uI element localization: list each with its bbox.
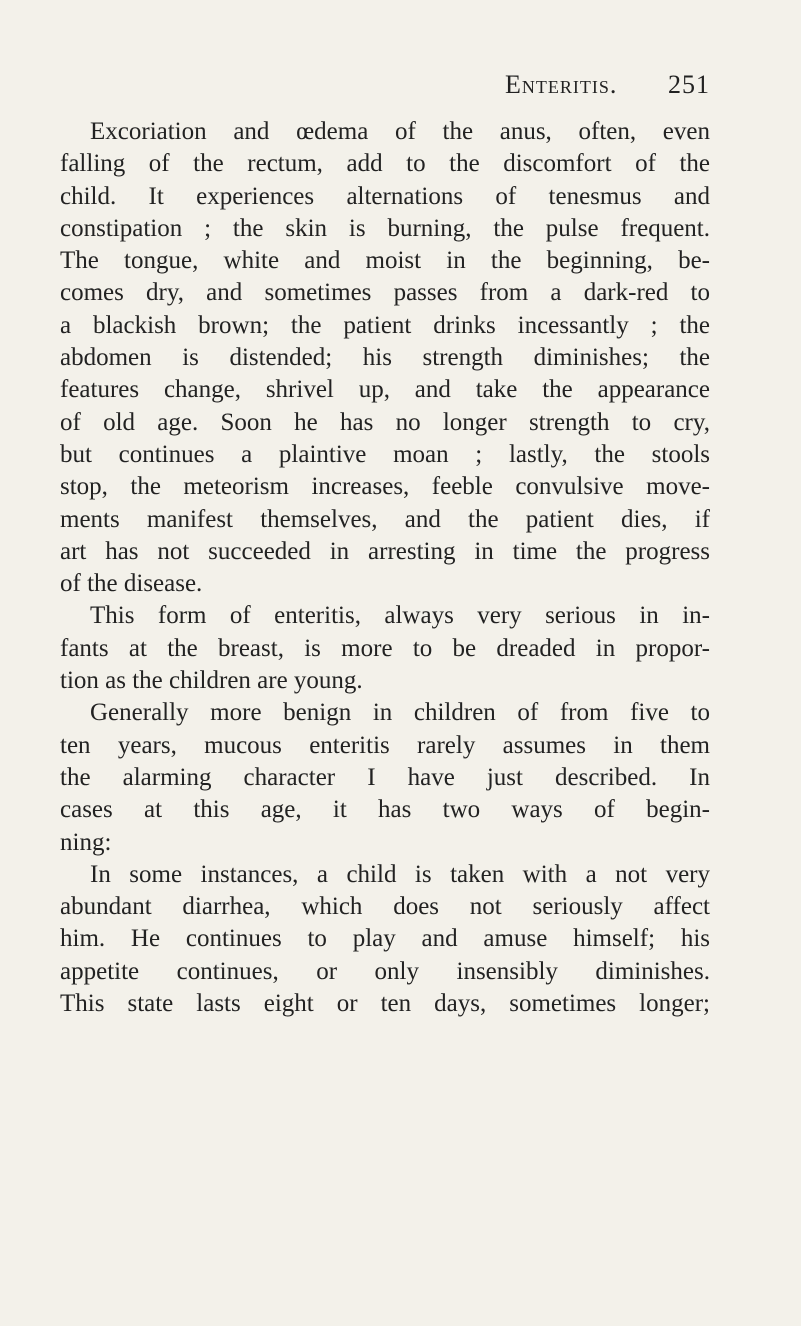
text-line: abundant diarrhea, which does not seriously affect bbox=[60, 893, 710, 921]
text-line: comes dry, and sometimes passes from a dark-red to bbox=[60, 279, 710, 307]
text-line: but continues a plaintive moan ; lastly, the stools bbox=[60, 440, 710, 468]
text-line: In some instances, a child is taken with a not very bbox=[90, 860, 710, 888]
text-line: cases at this age, it has two ways of begin- bbox=[60, 796, 710, 824]
text-line: fants at the breast, is more to be dreaded in propor- bbox=[60, 634, 710, 662]
text-line: ments manifest themselves, and the patient dies, if bbox=[60, 505, 710, 533]
text-line: stop, the meteorism increases, feeble convulsive move- bbox=[60, 473, 710, 501]
text-line: ning: bbox=[60, 828, 112, 856]
text-line: The tongue, white and moist in the beginning, be- bbox=[60, 247, 710, 275]
text-line: This form of enteritis, always very serious in in- bbox=[90, 602, 710, 630]
text-line: constipation ; the skin is burning, the pulse frequent. bbox=[60, 214, 710, 242]
text-line: falling of the rectum, add to the discomfort of the bbox=[60, 150, 710, 178]
text-line: ten years, mucous enteritis rarely assumes in them bbox=[60, 731, 710, 759]
text-line: This state lasts eight or ten days, sometimes longer; bbox=[60, 990, 710, 1018]
text-line: tion as the children are young. bbox=[60, 667, 363, 695]
text-line: the alarming character I have just described. In bbox=[60, 763, 710, 791]
text-line: appetite continues, or only insensibly diminishes. bbox=[60, 957, 710, 985]
text-line: him. He continues to play and amuse himself; his bbox=[60, 925, 710, 953]
page-number: 251 bbox=[668, 70, 710, 99]
text-line: of the disease. bbox=[60, 570, 203, 598]
text-line: Generally more benign in children of from five to bbox=[90, 699, 710, 727]
text-line: child. It experiences alternations of tenesmus and bbox=[60, 182, 710, 210]
text-line: Excoriation and œdema of the anus, often, even bbox=[90, 118, 710, 145]
body-text bbox=[60, 116, 710, 1020]
text-line: abdomen is distended; his strength diminishes; the bbox=[60, 344, 710, 372]
page-header bbox=[505, 70, 710, 100]
text-line: of old age. Soon he has no longer strength to cry, bbox=[60, 408, 710, 436]
running-title: Enteritis. bbox=[505, 70, 618, 99]
text-line: features change, shrivel up, and take the appearance bbox=[60, 376, 710, 404]
text-line: art has not succeeded in arresting in time the progress bbox=[60, 537, 710, 565]
text-line: a blackish brown; the patient drinks incessantly ; the bbox=[60, 311, 710, 339]
